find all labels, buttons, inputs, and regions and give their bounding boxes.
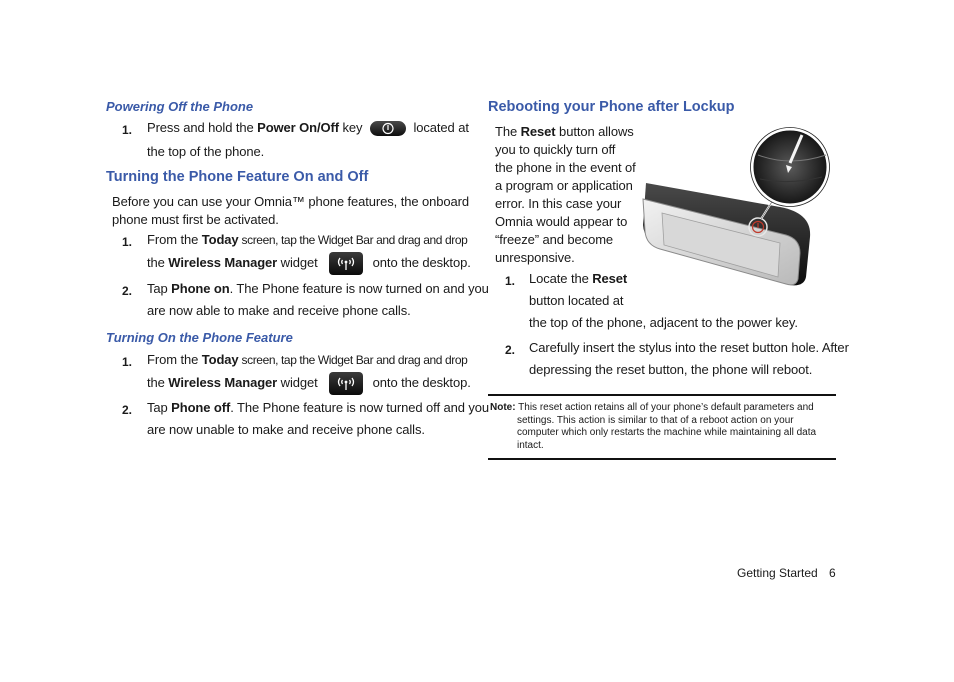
on-step1-line2 — [147, 252, 471, 275]
note-top-rule — [488, 394, 836, 396]
reset-label: Reset — [520, 124, 556, 139]
text: . The Phone feature is now turned off and you — [230, 400, 490, 415]
reboot-heading: Rebooting your Phone after Lockup — [488, 99, 735, 115]
wireless-manager-icon — [329, 372, 363, 395]
step-number: 2. — [505, 343, 515, 357]
text: located at — [413, 120, 469, 135]
on-step2-line2: are now able to make and receive phone calls. — [147, 303, 411, 318]
reboot-intro-line6: Omnia would appear to — [495, 214, 628, 229]
on-step1-line1 — [147, 231, 467, 249]
text: the — [147, 374, 169, 390]
off-step2-line2: are now unable to make and receive phone calls. — [147, 422, 425, 437]
wireless-manager-label: Wireless Manager — [168, 254, 278, 270]
reset-label: Reset — [592, 271, 628, 286]
text: From the — [147, 232, 202, 247]
off-step2-line1 — [147, 399, 489, 417]
text: Tap — [147, 281, 172, 296]
power-key-label: Power On/Off — [257, 120, 339, 135]
wireless-manager-label: Wireless Manager — [168, 374, 278, 390]
step-number: 2. — [122, 284, 132, 298]
text: button allows — [555, 124, 634, 139]
today-label: Today — [201, 232, 239, 247]
turning-on-heading: Turning On the Phone Feature — [106, 330, 293, 345]
feature-intro-line2: phone must first be activated. — [112, 212, 279, 227]
text: screen, tap the Widget Bar and drag and drop — [238, 353, 468, 367]
note-label: Note: — [490, 402, 516, 413]
reboot-step1-line2: button located at — [529, 293, 624, 308]
step-number: 1. — [122, 123, 132, 137]
reboot-step2-line2: depressing the reset button, the phone will reboot. — [529, 362, 813, 377]
reboot-step2-line1: Carefully insert the stylus into the reset button hole. After — [529, 340, 849, 355]
note-line3: computer which only restarts the machine while maintaining all data — [517, 427, 817, 438]
reboot-step1-line3: the top of the phone, adjacent to the power key. — [529, 315, 798, 330]
text: Locate the — [529, 271, 593, 286]
note-line4: intact. — [517, 439, 544, 451]
feature-intro-line1: Before you can use your Omnia™ phone features, the onboard — [112, 194, 469, 209]
powering-off-heading: Powering Off the Phone — [106, 99, 254, 114]
off-step1-line2 — [147, 372, 471, 395]
reboot-intro-line1 — [495, 123, 634, 141]
reboot-intro-line7: “freeze” and become — [495, 232, 614, 247]
power-key-icon — [370, 121, 406, 136]
text: widget — [277, 254, 318, 270]
reboot-intro-line2: you to quickly turn off — [495, 142, 616, 157]
text: The — [495, 124, 521, 139]
text: . The Phone feature is now turned on and you — [229, 281, 489, 296]
note-line2: settings. This action is similar to that of a reboot action on your — [517, 414, 794, 426]
text: screen, tap the Widget Bar and drag and drop — [238, 233, 468, 247]
step-number: 1. — [122, 235, 132, 249]
feature-heading: Turning the Phone Feature On and Off — [106, 169, 369, 185]
text: This reset action retains all of your phone’s default parameters and — [515, 402, 814, 413]
reboot-intro-line4: a program or application — [495, 178, 633, 193]
text: Press and hold the — [147, 120, 258, 135]
note-line1 — [490, 402, 814, 415]
text: widget — [277, 374, 318, 390]
reboot-intro-line5: error. In this case your — [495, 196, 622, 211]
step-number: 1. — [505, 274, 515, 288]
reboot-intro-line3: the phone in the event of — [495, 160, 636, 175]
today-label: Today — [201, 352, 239, 367]
footer-section: Getting Started — [737, 566, 818, 580]
page-number: 6 — [829, 566, 836, 580]
phone-on-label: Phone on — [171, 281, 230, 296]
note-bottom-rule — [488, 458, 836, 460]
off-step1-line1 — [147, 351, 467, 369]
phone-reset-illustration — [640, 127, 832, 289]
reboot-step1-line1 — [529, 270, 627, 288]
on-step2-line1 — [147, 280, 489, 298]
step-number: 1. — [122, 355, 132, 369]
step-number: 2. — [122, 403, 132, 417]
text: key — [338, 120, 363, 135]
powering-off-step1-line2: the top of the phone. — [147, 144, 265, 159]
reboot-intro-line8: unresponsive. — [495, 250, 575, 265]
powering-off-step1-line1 — [147, 119, 469, 137]
wireless-manager-icon — [329, 252, 363, 275]
phone-off-label: Phone off — [171, 400, 231, 415]
text: From the — [147, 352, 202, 367]
text: the — [147, 254, 169, 270]
text: onto the desktop. — [372, 254, 471, 270]
text: Tap — [147, 400, 172, 415]
text: onto the desktop. — [372, 374, 471, 390]
